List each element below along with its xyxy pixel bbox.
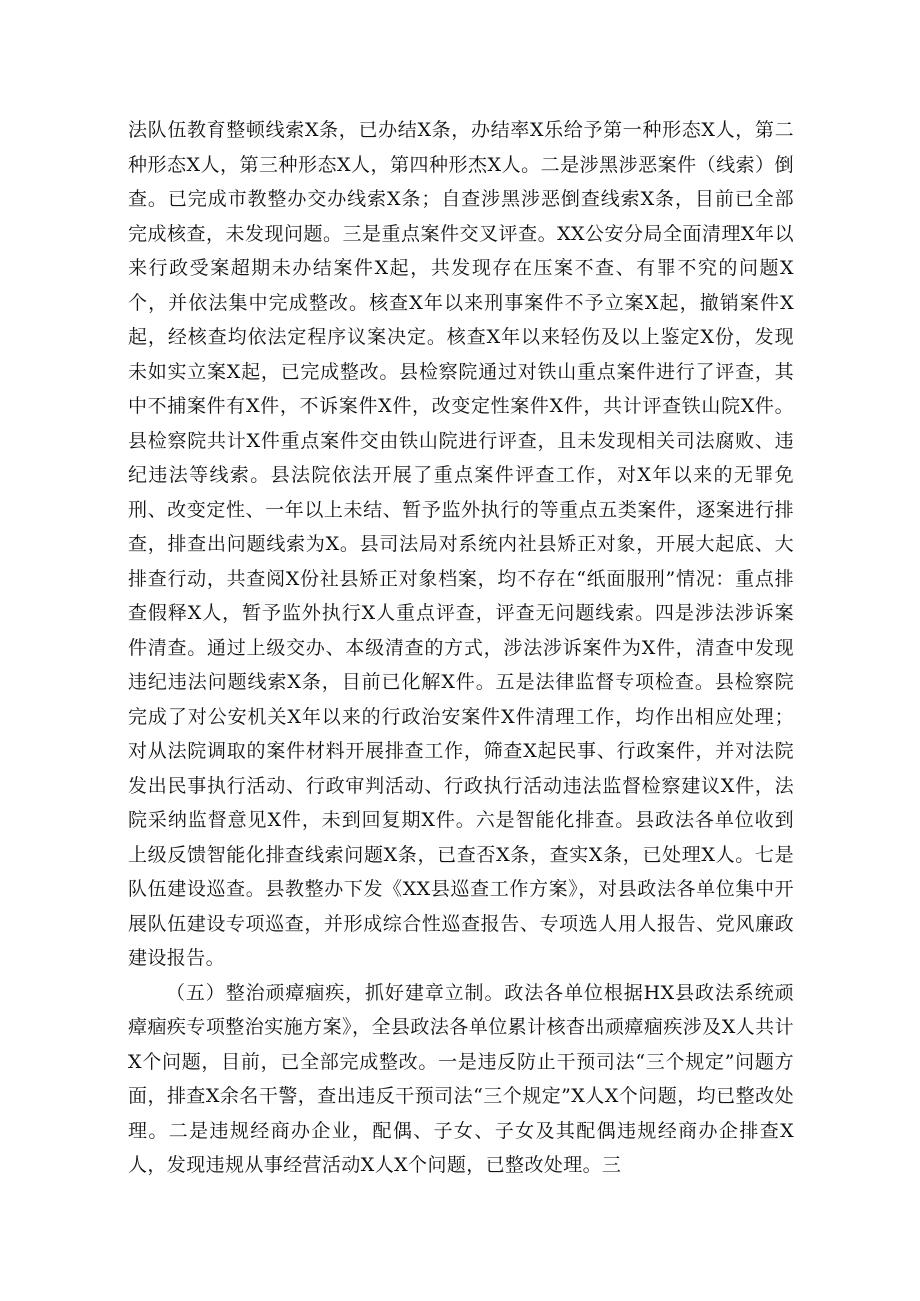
paragraph-section-5: （五）整治顽瘴痼疾，抓好建章立制。政法各单位根据HX县政法系统顽瘴痼疾专项整治实施方案》，全县政法各单位累计核杳出顽瘴痼疾涉及X人共计X个问题，目前，已全部完成整改。一是违反防止干预司法“三个规定”问题方面，排查X余名干警，查出违反干预司法“三个规定”X人X个问题，均已整改处理。二是违规经商办企业，配偶、子女、子女及其配偶违规经商办企排查X人，发现违规从事经营活动X人X个问题，已整改处理。三 — [128, 981, 794, 1176]
document-body — [128, 113, 794, 1183]
paragraph-body-1: 法队伍教育整顿线索X条，已办结X条，办结率X乐给予第一种形态X人，第二种形态X人，第三种形态X人，第四种形杰X人。二是涉黑涉恶案件（线索）倒查。已完成市教整办交办线索X条；自查涉黑涉恶倒查线索X条，目前已全部完成核查，未发现问题。三是重点案件交叉评查。XX公安分局全面清理X年以来行政受案超期未办结案件X起，共发现存在压案不查、有罪不究的问题X个，并依法集中完成整改。核查X年以来刑事案件不予立案X起，撤销案件X起，经核查均依法定程序议案决定。核查X年以来轻伤及以上鉴定X份，发现未如实立案X起，已完成整改。县检察院通过对铁山重点案件进行了评查，其中不捕案件有X件，不诉案件X件，改变定性案件X件，共计评查铁山院X件。县检察院共计X件重点案件交由铁山院进行评查，且未发现相关司法腐败、违纪违法等线索。县法院依法开展了重点案件评查工作，对X年以来的无罪免刑、改变定性、一年以上未结、暂予监外执行的等重点五类案件，逐案进行排查，排查出问题线索为X。县司法局对系统内社县矫正对象，开展大起底、大排查行动，共查阅X份社县矫正对象档案，均不存在“纸面服刑”情况：重点排查假释X人，暂予监外执行X人重点评查，评查无问题线索。四是涉法涉诉案件清查。通过上级交办、本级清查的方式，涉法涉诉案件为X件，清查中发现违纪违法问题线索X条，目前已化解X件。五是法律监督专项检查。县检察院完成了对公安机关X年以来的行政治安案件X件清理工作，均作出相应处理；对从法院调取的案件材料开展排查工作，筛查X起民事、行政案件，并对法院发出民事执行活动、行政审判活动、行政执行活动违法监督检察建议X件，法院采纳监督意见X件，未到回复期X件。六是智能化排查。县政法各单位收到上级反馈智能化排查线索问题X条，已查否X条，查实X条，已处理X人。七是队伍建设巡查。县教整办下发《XX县巡查工作方案》，对县政法各单位集中开展队伍建设专项巡查，并形成综合性巡查报告、专项选人用人报告、党风廉政建设报告。 — [128, 119, 794, 969]
